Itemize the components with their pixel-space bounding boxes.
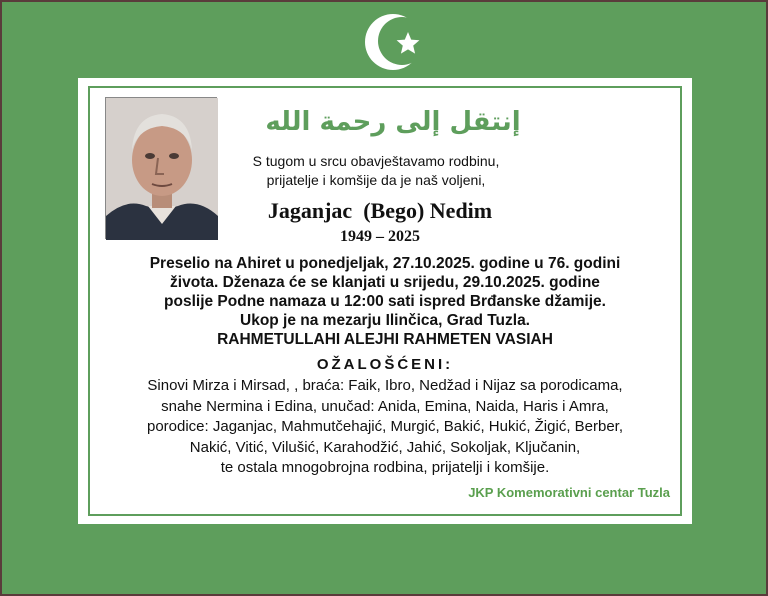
notice-line: Ukop je na mezarju Ilinčica, Grad Tuzla. xyxy=(240,312,530,329)
notice-line: RAHMETULLAHI ALEJHI RAHMETEN VASIAH xyxy=(217,331,553,348)
intro-text xyxy=(226,152,526,190)
calligraphy-text: إنتقل إلى رحمة الله xyxy=(265,107,521,137)
mourners-list xyxy=(98,376,672,479)
mourners-line: Sinovi Mirza i Mirsad, , braća: Faik, Ibro, Nedžad i Nijaz sa porodicama, xyxy=(147,377,623,394)
crescent-star-icon xyxy=(362,10,428,76)
intro-line: S tugom u srcu obavještavamo rodbinu, xyxy=(252,153,500,169)
footer-organization: JKP Komemorativni centar Tuzla xyxy=(468,485,670,500)
life-years: 1949 – 2025 xyxy=(340,228,420,245)
intro-line: prijatelje i komšije da je naš voljeni, xyxy=(266,172,486,188)
mourners-heading: OŽALOŠĆENI: xyxy=(316,356,454,373)
mourners-line: snahe Nermina i Edina, unučad: Anida, Emina, Naida, Haris i Amra, xyxy=(161,397,609,415)
mourners-line: porodice: Jaganjac, Mahmutčehajić, Murgić, Bakić, Hukić, Žigić, Berber, xyxy=(146,418,624,435)
notice-line: poslije Podne namaza u 12:00 sati ispred Brđanske džamije. xyxy=(164,293,606,310)
arabic-calligraphy xyxy=(265,96,521,144)
notice-line: života. Dženaza će se klanjati u srijedu, 29.10.2025. godine xyxy=(170,274,600,291)
funeral-notice xyxy=(98,254,672,349)
notice-line: Preselio na Ahiret u ponedjeljak, 27.10.2025. godine u 76. godini xyxy=(149,255,621,272)
mourners-line: Nakić, Vitić, Vilušić, Karahodžić, Jahić, Sokoljak, Ključanin, xyxy=(189,438,581,456)
mourners-line: te ostala mnogobrojna rodbina, prijatelji i komšije. xyxy=(220,459,550,476)
deceased-name: Jaganjac (Bego) Nedim xyxy=(267,198,493,223)
